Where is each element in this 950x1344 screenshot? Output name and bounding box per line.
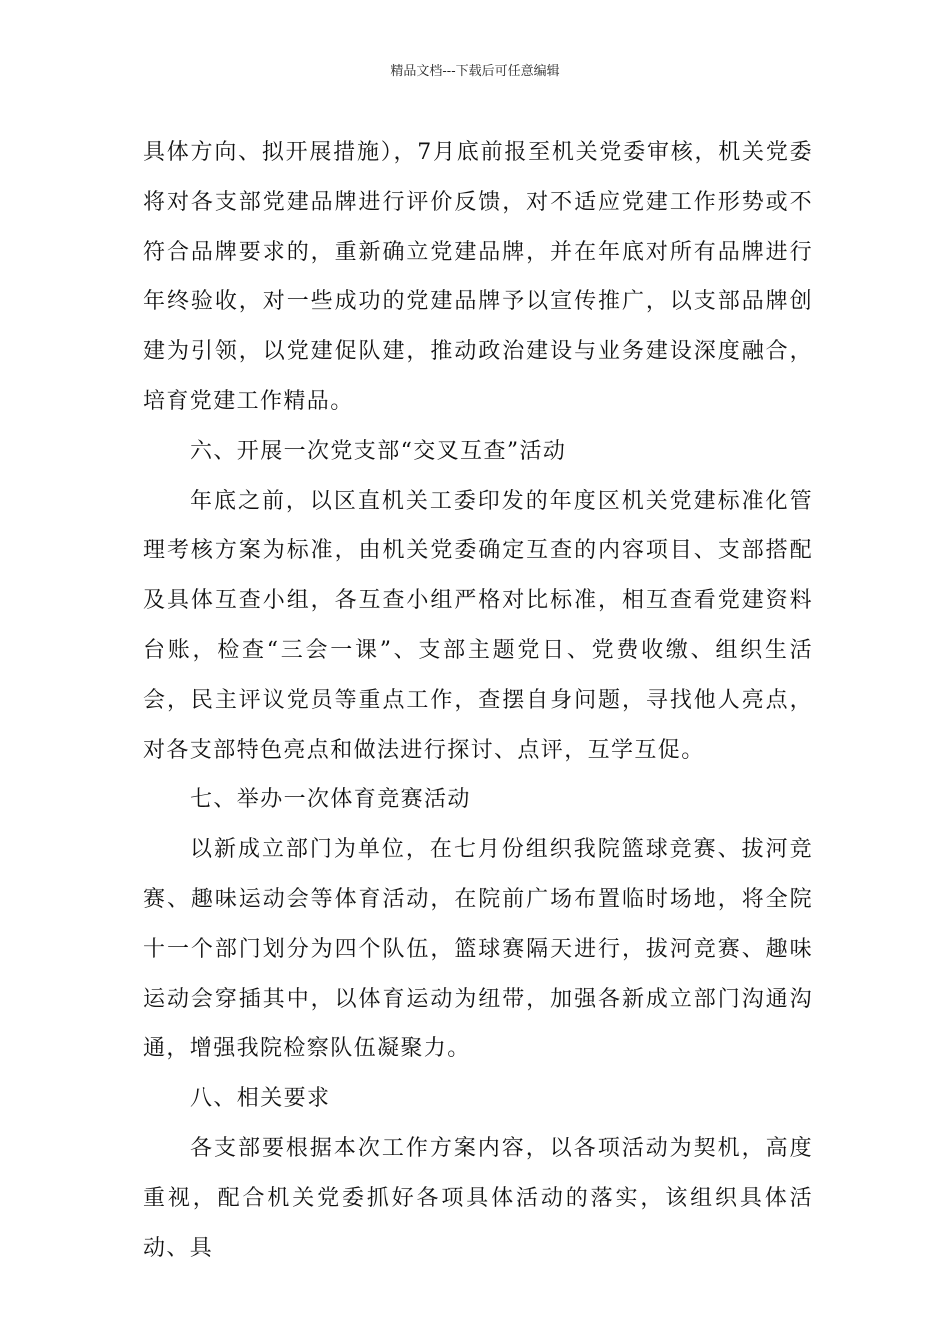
section-heading-6: 六、开展一次党支部“交叉互查”活动: [190, 438, 567, 464]
section-heading-8: 八、相关要求: [190, 1086, 331, 1112]
paragraph-continuation: 具体方向、拟开展措施），7月底前报至机关党委审核，机关党委将对各支部党建品牌进行评价反馈，对不适应党建工作形势或不符合品牌要求的，重新确立党建品牌，并在年底对所有品牌进行年终验收，对一些成功的党建品牌予以宣传推广，以支部品牌创建为引领，以党建促队建，推动政治建设与业务建设深度融合，培育党建工作精品。: [143, 140, 813, 414]
paragraph-requirements: 各支部要根据本次工作方案内容，以各项活动为契机，高度重视，配合机关党委抓好各项具体活动的落实，该组织具体活动、具: [143, 1135, 813, 1261]
document-body: [143, 128, 813, 1273]
paragraph-cross-check: 年底之前，以区直机关工委印发的年度区机关党建标准化管理考核方案为标准，由机关党委确定互查的内容项目、支部搭配及具体互查小组，各互查小组严格对比标准，相互查看党建资料台账，检查“三会一课”、支部主题党日、党费收缴、组织生活会，民主评议党员等重点工作，查摆自身问题，寻找他人亮点，对各支部特色亮点和做法进行探讨、点评，互学互促。: [143, 488, 813, 763]
section-heading-7: 七、举办一次体育竞赛活动: [190, 787, 471, 813]
page-header: 精品文档---下载后可任意编辑: [390, 64, 560, 79]
paragraph-sports: 以新成立部门为单位，在七月份组织我院篮球竞赛、拔河竞赛、趣味运动会等体育活动，在院前广场布置临时场地，将全院十一个部门划分为四个队伍，篮球赛隔天进行，拔河竞赛、趣味运动会穿插其中，以体育运动为纽带，加强各新成立部门沟通沟通，增强我院检察队伍凝聚力。: [143, 837, 813, 1062]
